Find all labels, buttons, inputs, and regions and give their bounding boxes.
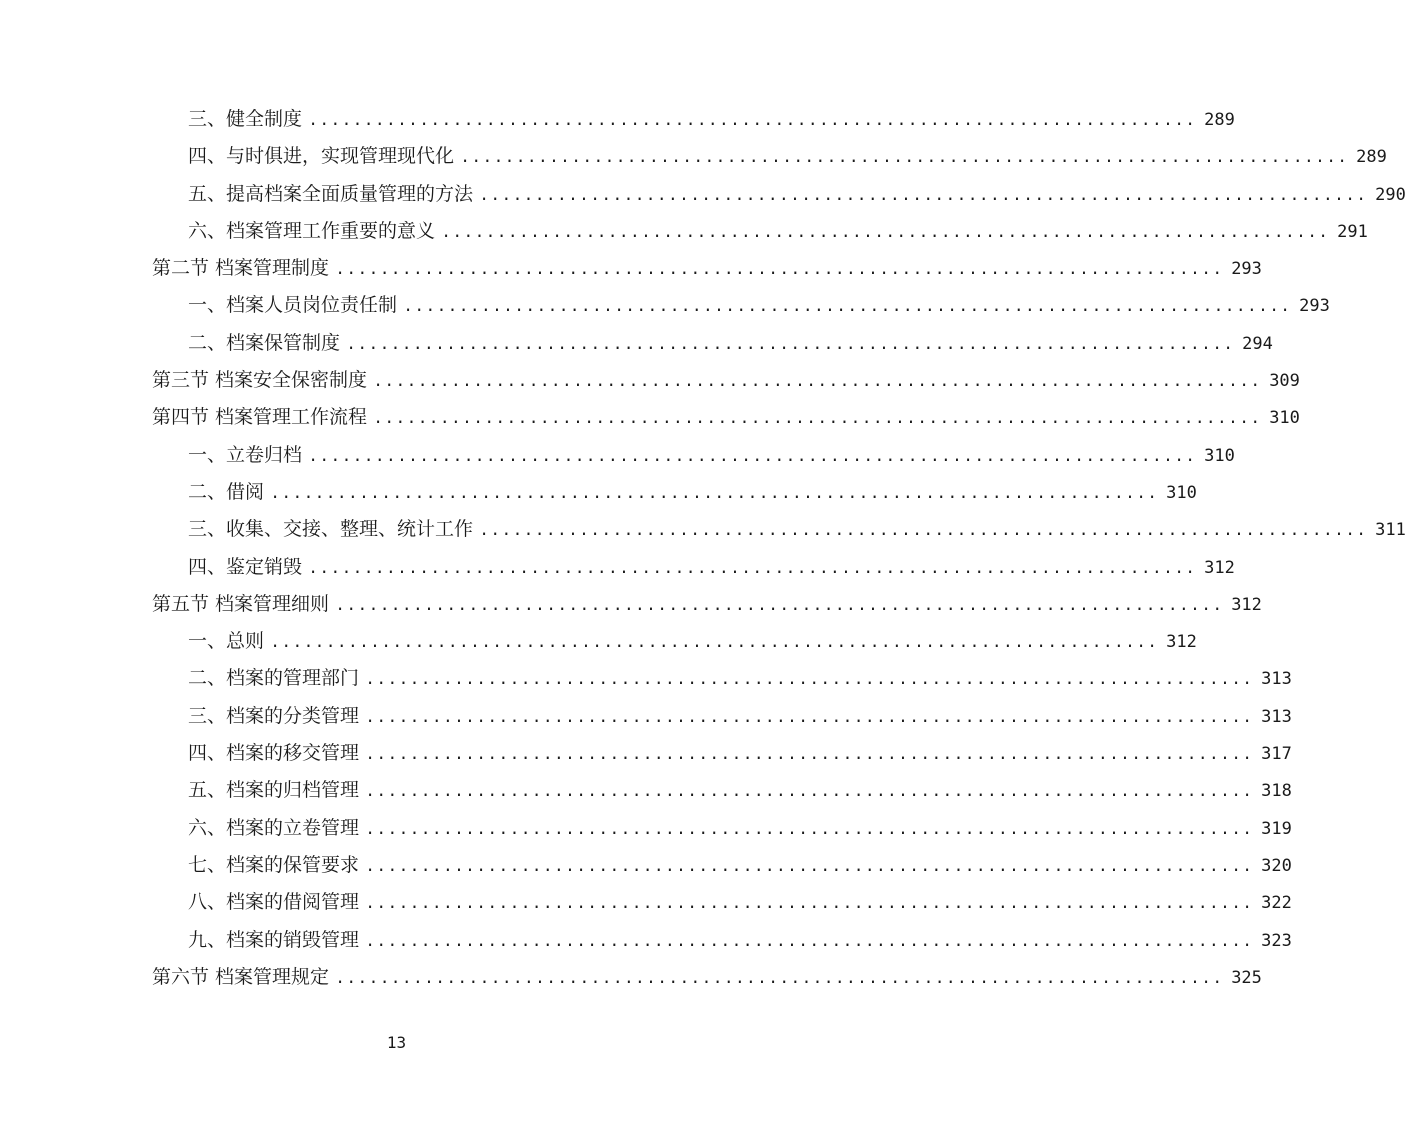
toc-entry-title: 三、健全制度 (188, 108, 303, 130)
toc-entry[interactable] (152, 437, 1235, 474)
toc-entry[interactable] (152, 549, 1235, 586)
toc-entry-page: 322 (1261, 893, 1292, 914)
toc-entry-title: 一、档案人员岗位责任制 (188, 294, 398, 317)
toc-entry-title: 六、档案的立卷管理 (188, 816, 360, 839)
leader-dots: ................................................................................ (479, 186, 1368, 206)
toc-entry-page: 317 (1261, 744, 1292, 765)
toc-section-entry[interactable] (152, 250, 1262, 287)
leader-dots: ................................................................................ (365, 746, 1254, 766)
toc-entry-page: 291 (1337, 221, 1368, 242)
toc-entry[interactable] (152, 623, 1197, 660)
toc-entry-page: 313 (1261, 706, 1292, 727)
toc-entry-title: 第五节 档案管理细则 (152, 592, 330, 615)
leader-dots: ................................................................................ (403, 298, 1292, 318)
toc-entry-title: 三、收集、交接、整理、统计工作 (188, 518, 474, 541)
toc-section-entry[interactable] (152, 586, 1262, 623)
toc-entry[interactable] (152, 213, 1368, 250)
leader-dots: ................................................................................ (335, 969, 1224, 989)
toc-entry[interactable] (152, 772, 1292, 809)
toc-entry[interactable] (152, 474, 1197, 511)
page-number: 13 (386, 1033, 407, 1052)
toc-entry-title: 四、与时俱进，实现管理现代化 (188, 145, 455, 168)
leader-dots: ................................................................................ (441, 223, 1330, 243)
leader-dots: ................................................................................ (365, 708, 1254, 728)
toc-entry-page: 325 (1231, 967, 1262, 988)
toc-entry-title: 六、档案管理工作重要的意义 (188, 219, 436, 242)
toc-entry-title: 第六节 档案管理规定 (152, 965, 330, 988)
toc-entry-title: 第二节 档案管理制度 (152, 257, 330, 280)
leader-dots: ................................................................................ (308, 112, 1197, 131)
toc-entry-page: 310 (1166, 482, 1197, 503)
toc-entry-title: 一、总则 (188, 630, 265, 653)
toc-entry-page: 319 (1261, 818, 1292, 839)
leader-dots: ................................................................................ (373, 410, 1262, 430)
leader-dots: ................................................................................ (460, 149, 1349, 169)
toc-entry-title: 五、提高档案全面质量管理的方法 (188, 182, 474, 205)
toc-entry-title: 七、档案的保管要求 (188, 853, 360, 876)
toc-entry-page: 289 (1356, 147, 1387, 168)
leader-dots: ................................................................................ (365, 857, 1254, 877)
leader-dots: ................................................................................ (365, 895, 1254, 915)
toc-entry-title: 五、档案的归档管理 (188, 779, 360, 802)
toc-entry[interactable] (152, 884, 1292, 921)
leader-dots: ................................................................................ (346, 335, 1235, 355)
toc-entry-page: 289 (1204, 110, 1235, 130)
toc-entry-title: 一、立卷归档 (188, 443, 303, 466)
toc-entry-page: 310 (1204, 445, 1235, 466)
toc-section-entry[interactable] (152, 959, 1262, 996)
toc-entry-title: 四、档案的移交管理 (188, 742, 360, 765)
toc-section-entry[interactable] (152, 362, 1300, 399)
toc-entry-page: 312 (1231, 594, 1262, 615)
leader-dots: ................................................................................ (335, 261, 1224, 281)
toc-entry-page: 309 (1269, 371, 1300, 392)
toc-entry-title: 第三节 档案安全保密制度 (152, 369, 368, 392)
toc-entry-title: 二、借阅 (188, 480, 265, 503)
toc-entry[interactable] (152, 847, 1292, 884)
toc-entry-title: 三、档案的分类管理 (188, 704, 360, 727)
toc-entry[interactable] (152, 735, 1292, 772)
toc-entry-page: 311 (1375, 520, 1406, 541)
toc-entry[interactable] (152, 138, 1387, 175)
toc-entry-page: 318 (1261, 781, 1292, 802)
toc-entry-title: 九、档案的销毁管理 (188, 928, 360, 951)
toc-entry-page: 293 (1231, 259, 1262, 280)
toc-entry[interactable] (152, 325, 1273, 362)
toc-entry[interactable] (152, 511, 1406, 548)
leader-dots: ................................................................................ (308, 447, 1197, 467)
leader-dots: ................................................................................ (373, 373, 1262, 393)
leader-dots: ................................................................................ (365, 820, 1254, 840)
toc-entry[interactable] (152, 810, 1292, 847)
leader-dots: ................................................................................ (335, 596, 1224, 616)
toc-entry-page: 312 (1166, 632, 1197, 653)
toc-entry-page: 310 (1269, 408, 1300, 429)
leader-dots: ................................................................................ (270, 634, 1159, 654)
toc-entry[interactable] (152, 176, 1406, 213)
toc-entry[interactable] (152, 922, 1292, 959)
leader-dots: ................................................................................ (308, 559, 1197, 579)
toc-entry-page: 323 (1261, 930, 1292, 951)
leader-dots: ................................................................................ (365, 932, 1254, 952)
toc-entry-page: 294 (1242, 333, 1273, 354)
toc-entry-title: 八、档案的借阅管理 (188, 891, 360, 914)
toc-entry-page: 320 (1261, 855, 1292, 876)
leader-dots: ................................................................................ (479, 522, 1368, 542)
toc-entry-title: 二、档案的管理部门 (188, 667, 360, 690)
leader-dots: ................................................................................ (270, 484, 1159, 504)
leader-dots: ................................................................................ (365, 671, 1254, 691)
toc-entry-page: 290 (1375, 184, 1406, 205)
toc-entry[interactable] (152, 101, 1235, 138)
toc-entry[interactable] (152, 287, 1330, 324)
toc-entry-page: 312 (1204, 557, 1235, 578)
leader-dots: ................................................................................ (365, 783, 1254, 803)
toc-entry[interactable] (152, 698, 1292, 735)
toc-section-entry[interactable] (152, 399, 1300, 436)
toc-entry-page: 293 (1299, 296, 1330, 317)
toc-entry-title: 二、档案保管制度 (188, 331, 341, 354)
toc-entry-title: 四、鉴定销毁 (188, 555, 303, 578)
toc-entry-title: 第四节 档案管理工作流程 (152, 406, 368, 429)
toc-entry-page: 313 (1261, 669, 1292, 690)
toc-entry[interactable] (152, 660, 1292, 697)
table-of-contents (152, 101, 1406, 996)
